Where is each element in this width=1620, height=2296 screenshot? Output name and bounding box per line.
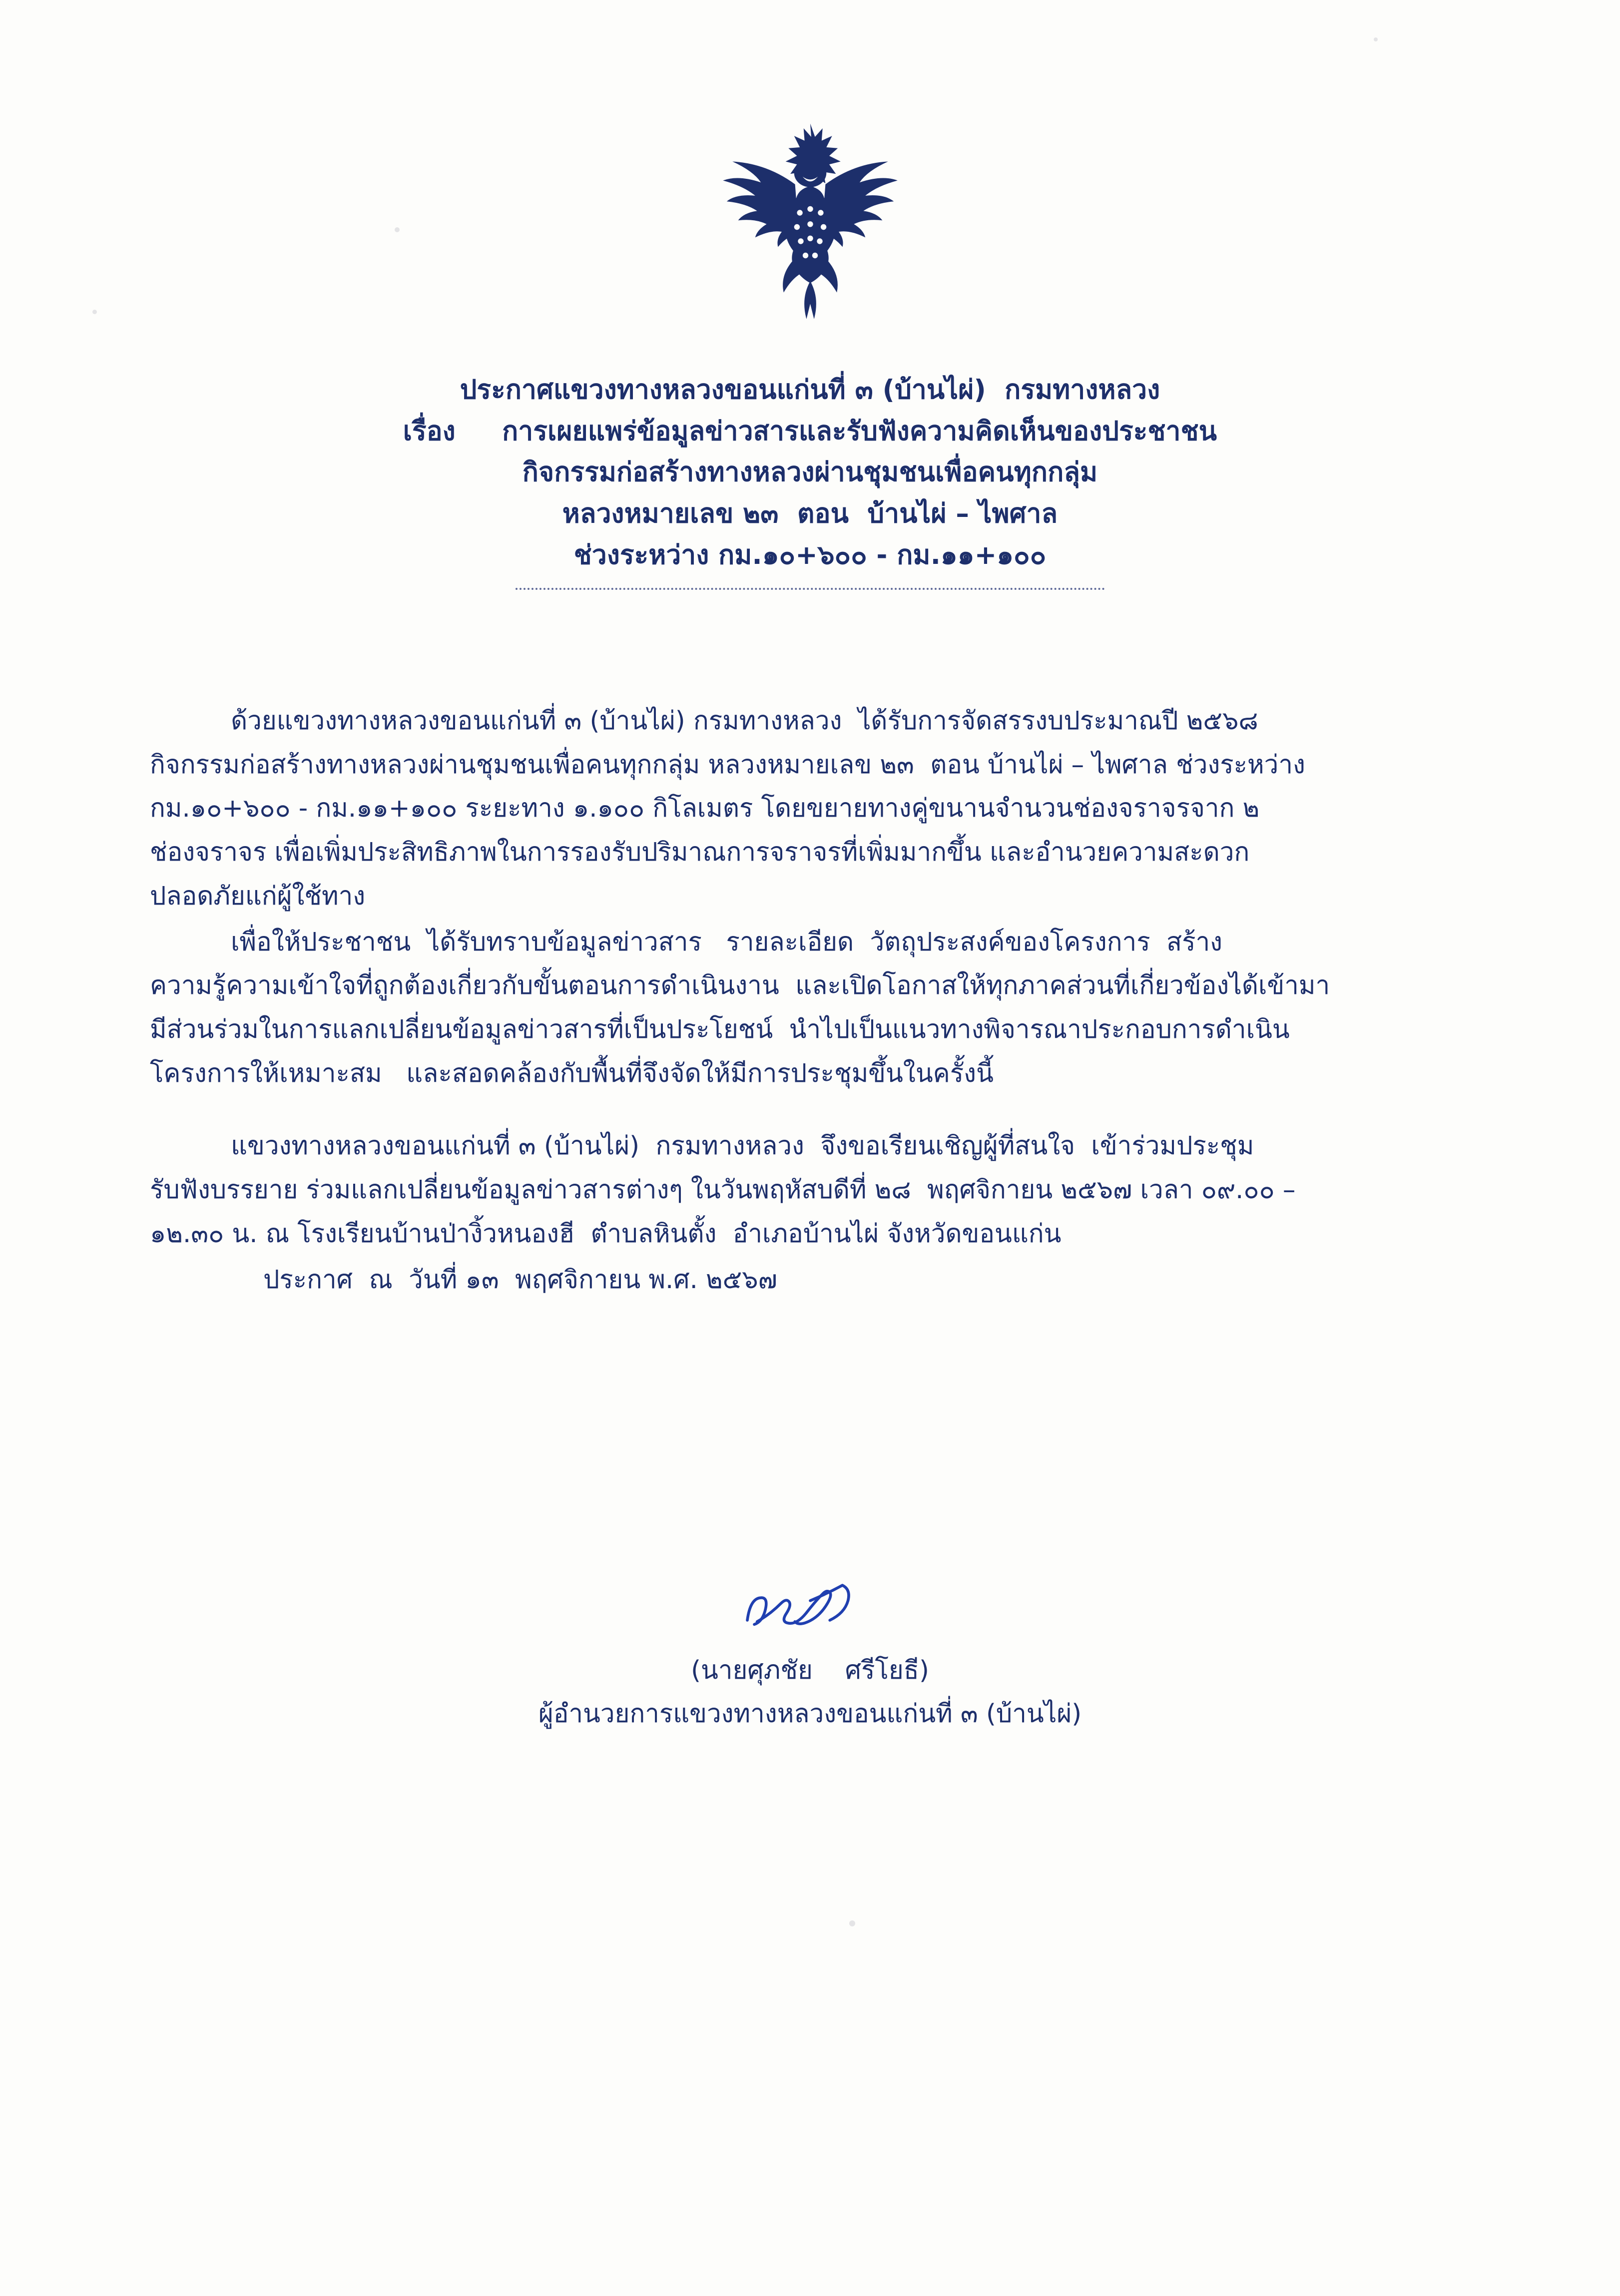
paragraph-1-line-1: ด้วยแขวงทางหลวงขอนแก่นที่ ๓ (บ้านไผ่) กรมทางหลวง ได้รับการจัดสรรงบประมาณปี ๒๕๖๘	[150, 706, 1258, 736]
heading-line-2: เรื่อง การเผยแพร่ข้อมูลข่าวสารและรับฟังความคิดเห็นของประชาชน	[403, 416, 1217, 447]
paragraph-1-line-5: ปลอดภัยแก่ผู้ใช้ทาง	[150, 881, 366, 911]
paragraph-1-line-4: ช่องจราจร เพื่อเพิ่มประสิทธิภาพในการรองรับปริมาณการจราจรที่เพิ่มมากขึ้น และอำนวยความสะดวก	[150, 838, 1250, 868]
paragraph-1-line-3: กม.๑๐+๖๐๐ - กม.๑๑+๑๐๐ ระยะทาง ๑.๑๐๐ กิโลเมตร โดยขยายทางคู่ขนานจำนวนช่องจราจรจาก ๒	[150, 794, 1260, 824]
handwritten-signature	[705, 1568, 915, 1658]
heading-line-3: กิจกรรมก่อสร้างทางหลวงผ่านชุมชนเพื่อคนทุกกลุ่ม	[522, 457, 1098, 488]
paragraph-spacer	[150, 1097, 1474, 1124]
paragraph-2	[150, 920, 1474, 1096]
announcement-date-line: ประกาศ ณ วันที่ ๑๓ พฤศจิกายน พ.ศ. ๒๕๖๗	[150, 1265, 777, 1295]
paragraph-2-line-2: ความรู้ความเข้าใจที่ถูกต้องเกี่ยวกับขั้นตอนการดำเนินงาน และเปิดโอกาสให้ทุกภาคส่วนที่เกี่ยวข้องได้เข้ามา	[150, 971, 1330, 1001]
heading-line-4: หลวงหมายเลข ๒๓ ตอน บ้านไผ่ – ไพศาล	[562, 498, 1058, 529]
paragraph-1-line-2: กิจกรรมก่อสร้างทางหลวงผ่านชุมชนเพื่อคนทุกกลุ่ม หลวงหมายเลข ๒๓ ตอน บ้านไผ่ – ไพศาล ช่วงระหว่าง	[150, 750, 1305, 780]
paragraph-2-line-3: มีส่วนร่วมในการแลกเปลี่ยนข้อมูลข่าวสารที่เป็นประโยชน์ นำไปเป็นแนวทางพิจารณาประกอบการดำเนิน	[150, 1015, 1290, 1045]
heading-line-1: ประกาศแขวงทางหลวงขอนแก่นที่ ๓ (บ้านไผ่) กรมทางหลวง	[460, 375, 1160, 405]
garuda-emblem	[715, 115, 905, 330]
document-body	[150, 699, 1474, 1304]
paragraph-3-line-1: แขวงทางหลวงขอนแก่นที่ ๓ (บ้านไผ่) กรมทางหลวง จึงขอเรียนเชิญผู้ที่สนใจ เข้าร่วมประชุม	[150, 1131, 1254, 1161]
document-headings	[0, 370, 1620, 590]
signer-name: (นายศุภชัย ศรีโยธี)	[691, 1656, 929, 1685]
heading-divider	[516, 588, 1105, 590]
paragraph-1	[150, 699, 1474, 918]
paragraph-2-line-4: โครงการให้เหมาะสม และสอดคล้องกับพื้นที่จึงจัดให้มีการประชุมขึ้นในครั้งนี้	[150, 1058, 994, 1088]
heading-line-5: ช่วงระหว่าง กม.๑๐+๖๐๐ - กม.๑๑+๑๐๐	[573, 539, 1047, 570]
paragraph-3-line-3: ๑๒.๓๐ น. ณ โรงเรียนบ้านป่างิ้วหนองฮี ตำบลหินตั้ง อำเภอบ้านไผ่ จังหวัดขอนแก่น	[150, 1219, 1062, 1249]
emblem-container	[0, 115, 1620, 330]
paragraph-2-line-1: เพื่อให้ประชาชน ได้รับทราบข้อมูลข่าวสาร รายละเอียด วัตถุประสงค์ของโครงการ สร้าง	[150, 927, 1223, 957]
scan-speck	[849, 1920, 855, 1926]
paragraph-4	[150, 1258, 1474, 1302]
signature-block	[0, 1568, 1620, 1736]
scan-speck	[1374, 37, 1378, 41]
paragraph-3-line-2: รับฟังบรรยาย ร่วมแลกเปลี่ยนข้อมูลข่าวสารต่างๆ ในวันพฤหัสบดีที่ ๒๘ พฤศจิกายน ๒๕๖๗ เวลา ๐๙.๐๐ –	[150, 1175, 1296, 1205]
paragraph-3	[150, 1124, 1474, 1256]
signer-position: ผู้อำนวยการแขวงทางหลวงขอนแก่นที่ ๓ (บ้านไผ่)	[538, 1699, 1082, 1729]
